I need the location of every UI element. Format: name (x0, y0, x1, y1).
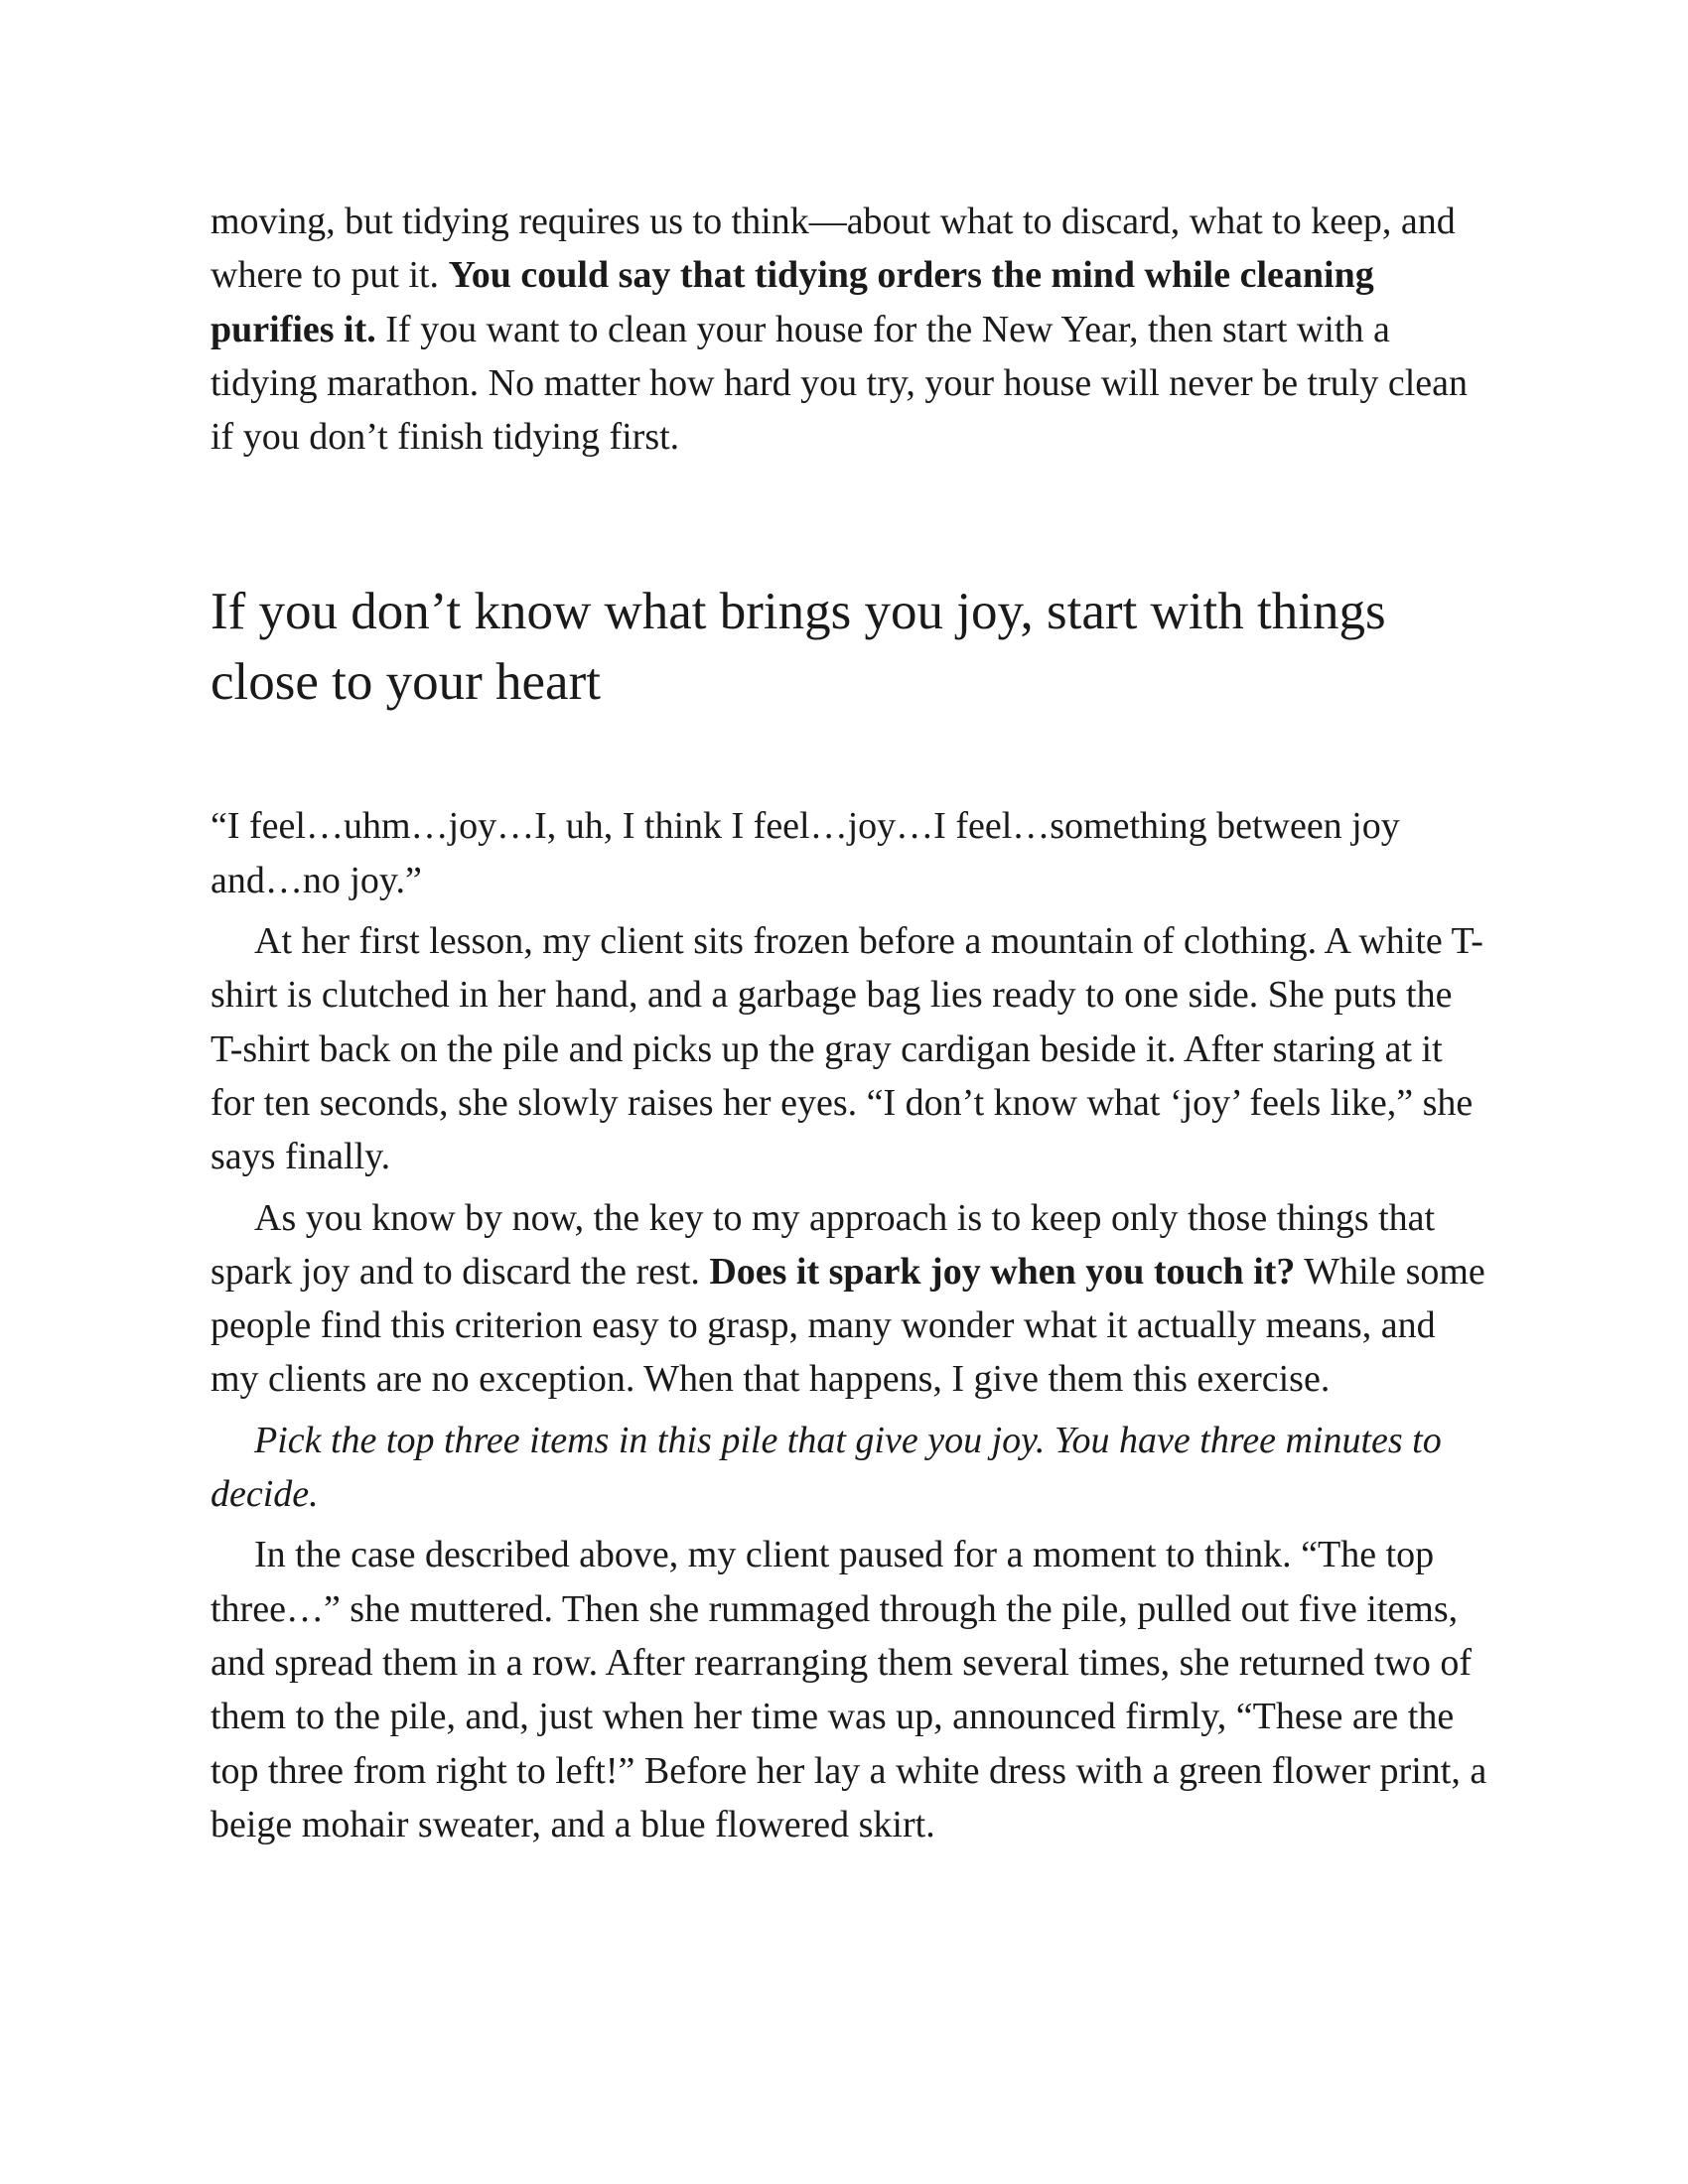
italic-exercise-text: Pick the top three items in this pile that give you joy. You have three minutes to decide. (211, 1419, 1442, 1516)
paragraph-first-lesson: At her first lesson, my client sits frozen before a mountain of clothing. A white T-shirt is clutched in her hand, and a garbage bag lies ready to one side. She puts the T-shirt back on the pile and picks up the gray cardigan beside it. After staring at it for ten seconds, she slowly raises her eyes. “I don’t know what ‘joy’ feels like,” she says finally. (211, 920, 1483, 1178)
paragraph-tidying-vs-cleaning (211, 195, 1491, 464)
paragraph-spark-joy (211, 1191, 1491, 1407)
paragraph-text: moving, but tidying requires us to think—about what to discard, what to keep, and where to put it. (211, 201, 1456, 297)
bold-emphasis: Does it spark joy when you touch it? (709, 1250, 1296, 1293)
paragraph-client-quote: “I feel…uhm…joy…I, uh, I think I feel…joy…I feel…something between joy and…no joy.” (211, 805, 1400, 901)
paragraph-text: As you know by now, the key to my approach is to keep only those things that spark joy and to discard the rest. (211, 1196, 1436, 1293)
bold-emphasis: You could say that tidying orders the mind while cleaning purifies it. (211, 254, 1374, 350)
paragraph-text: If you want to clean your house for the New Year, then start with a tidying marathon. No matter how hard you try, your house will never be truly clean if you don’t finish tidying first. (211, 308, 1468, 459)
book-page (211, 195, 1491, 1851)
paragraph-text: While some people find this criterion easy to grasp, many wonder what it actually means, and my clients are no exception. When that happens, I give them this exercise. (211, 1250, 1485, 1401)
section-heading: If you don’t know what brings you joy, start with things close to your heart (211, 583, 1386, 712)
paragraph-exercise (211, 1414, 1491, 1522)
paragraph-top-three: In the case described above, my client paused for a moment to think. “The top three…” she muttered. Then she rummaged through the pile, pulled out five items, and spread them in a row. After rearranging them several times, she returned two of them to the pile, and, just when her time was up, announced firmly, “These are the top three from right to left!” Before her lay a white dress with a green flower print, a beige mohair sweater, and a blue flowered skirt. (211, 1534, 1487, 1845)
